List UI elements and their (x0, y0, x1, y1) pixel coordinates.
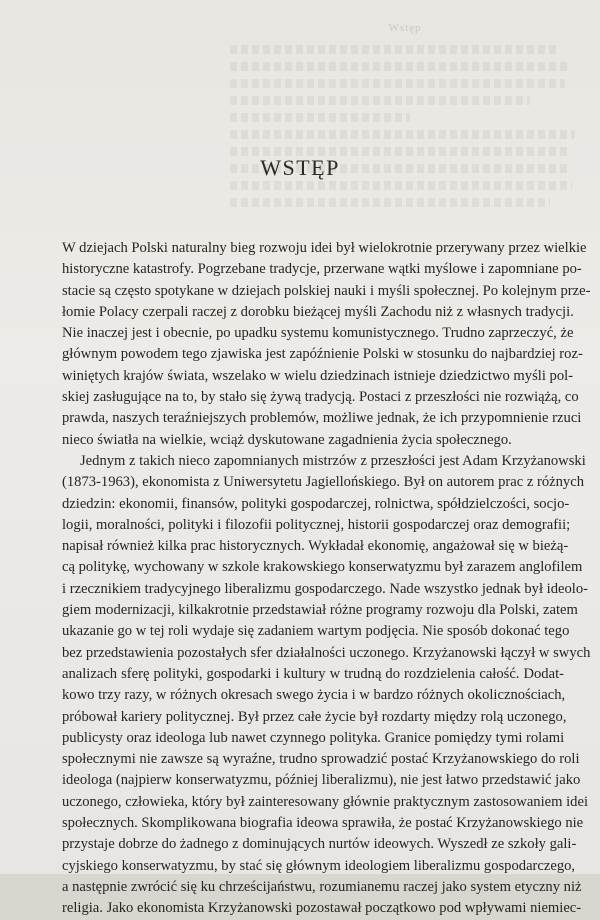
text-line: (1873-1963), ekonomista z Uniwersytetu Jagiellońskiego. Był on autorem prac z różnych (62, 474, 584, 491)
text-line: Nie inaczej jest i obecnie, po upadku systemu komunistycznego. Trudno zaprzeczyć, że (62, 325, 574, 342)
body-text (62, 238, 591, 920)
text-line: W dziejach Polski naturalny bieg rozwoju idei był wielokrotnie przerywany przez wielkie (62, 240, 587, 256)
bleed-line (230, 62, 570, 71)
text-line: ukazanie go w tej roli wydaje się zadaniem wartym podjęcia. Nie sposób dokonać tego (62, 623, 570, 640)
text-line: i rzecznikiem tradycyjnego liberalizmu gospodarczego. Nade wszystko jednak był ideolo- (62, 580, 589, 597)
bleed-line (230, 198, 550, 207)
text-line: Jednym z takich nieco zapomnianych mistrzów z przeszłości jest Adam Krzyżanowski (80, 452, 586, 469)
text-line: historyczne katastrofy. Pogrzebane tradycje, przerwane wątki myślowe i zapomniane po- (62, 261, 582, 278)
text-line: ideologa (najpierw konserwatyzmu, później liberalizmu), nie jest łatwo przedstawić jako (62, 772, 581, 789)
bleed-line (230, 130, 575, 139)
text-line: skiej zasługujące na to, by stało się żywą tradycją. Postaci z przeszłości nie rozwiążą, co (62, 389, 579, 406)
text-line: przystaje dobrze do żadnego z dominujących nurtów ideowych. Wyszedł ze szkoły gali- (62, 836, 577, 853)
chapter-title: WSTĘP (260, 154, 340, 180)
text-line: religia. Jako ekonomista Krzyżanowski pozostawał początkowo pod wpływami niemiec- (62, 900, 582, 917)
text-line: kowo trzy razy, w różnych okresach swego życia i w bardzo różnych okolicznościach, (62, 687, 566, 704)
text-line: analizach sferę polityki, gospodarki i kultury w trudną do rozdzielenia całość. Dodat- (62, 665, 564, 682)
text-line: łomie Polacy czerpali raczej z dorobku bieżącej myśli Zachodu niż z własnych tradycji. (62, 303, 574, 320)
text-line: giem modernizacji, kilkakrotnie przedstawiał różne programy rozwoju dla Polski, zatem (62, 602, 578, 619)
text-line: nieco światła na wielkie, wciąż dyskutowane zagadnienia życia społecznego. (62, 431, 512, 448)
running-head: Wstęp (388, 22, 422, 34)
text-line: dziedzin: ekonomii, finansów, polityki gospodarczej, rolnictwa, spółdzielczości, socjo- (62, 495, 570, 512)
text-line: próbował kariery politycznej. Był przez całe życie był rozdarty między rolą uczonego, (62, 708, 567, 725)
bleed-line (230, 113, 410, 122)
text-line: publicysty oraz ideologa lub nawet czynnego polityka. Granice pomiędzy tymi rolami (62, 729, 565, 746)
text-line: napisał również kilka prac historycznych. Wykładał ekonomię, angażował się w bieżą- (62, 538, 569, 555)
bleed-line (230, 181, 572, 190)
text-line: prawda, naszych teraźniejszych problemów, możliwe jednak, że ich przypomnienie rzuci (62, 410, 582, 427)
text-line: cyjskiego konserwatyzmu, by stać się głównym ideologiem liberalizmu gospodarczego, (62, 857, 576, 874)
text-line: logii, moralności, polityki i filozofii politycznej, historii gospodarczej oraz demografii; (62, 516, 571, 533)
text-line: winiętych krajów świata, wszelako w wielu dziedzinach istnieje dziedzictwo myśli pol- (62, 367, 574, 384)
bleed-line (230, 96, 530, 105)
text-line: stacie są często spotykane w dziejach polskiej nauki i myśli społecznej. Po kolejnym prze- (62, 282, 591, 299)
text-line: bez przedstawienia pozostałych sfer działalności uczonego. Krzyżanowski łączył w swych (62, 644, 591, 661)
text-line: społecznych. Skomplikowana biografia ideowa sprawiła, że postać Krzyżanowskiego nie (62, 815, 584, 832)
text-line: a następnie zwrócić się ku chrześcijaństwu, rozumianemu raczej jako system etyczny niż (62, 878, 582, 895)
text-line: uczonego, człowieka, który był zainteresowany głównie praktycznym zastosowaniem idei (62, 793, 589, 810)
text-line: głównym powodem tego zjawiska jest zapóźnienie Polski w stosunku do najbardziej roz- (62, 346, 583, 363)
bleed-line (230, 45, 560, 54)
bleed-through-text (230, 0, 580, 225)
bleed-line (230, 79, 565, 88)
text-line: społecznymi nie zawsze są wyraźne, trudno sprowadzić postać Krzyżanowskiego do roli (62, 751, 580, 768)
text-line: cą politykę, wychowany w szkole krakowskiego konserwatyzmu był zarazem anglofilem (62, 559, 583, 576)
